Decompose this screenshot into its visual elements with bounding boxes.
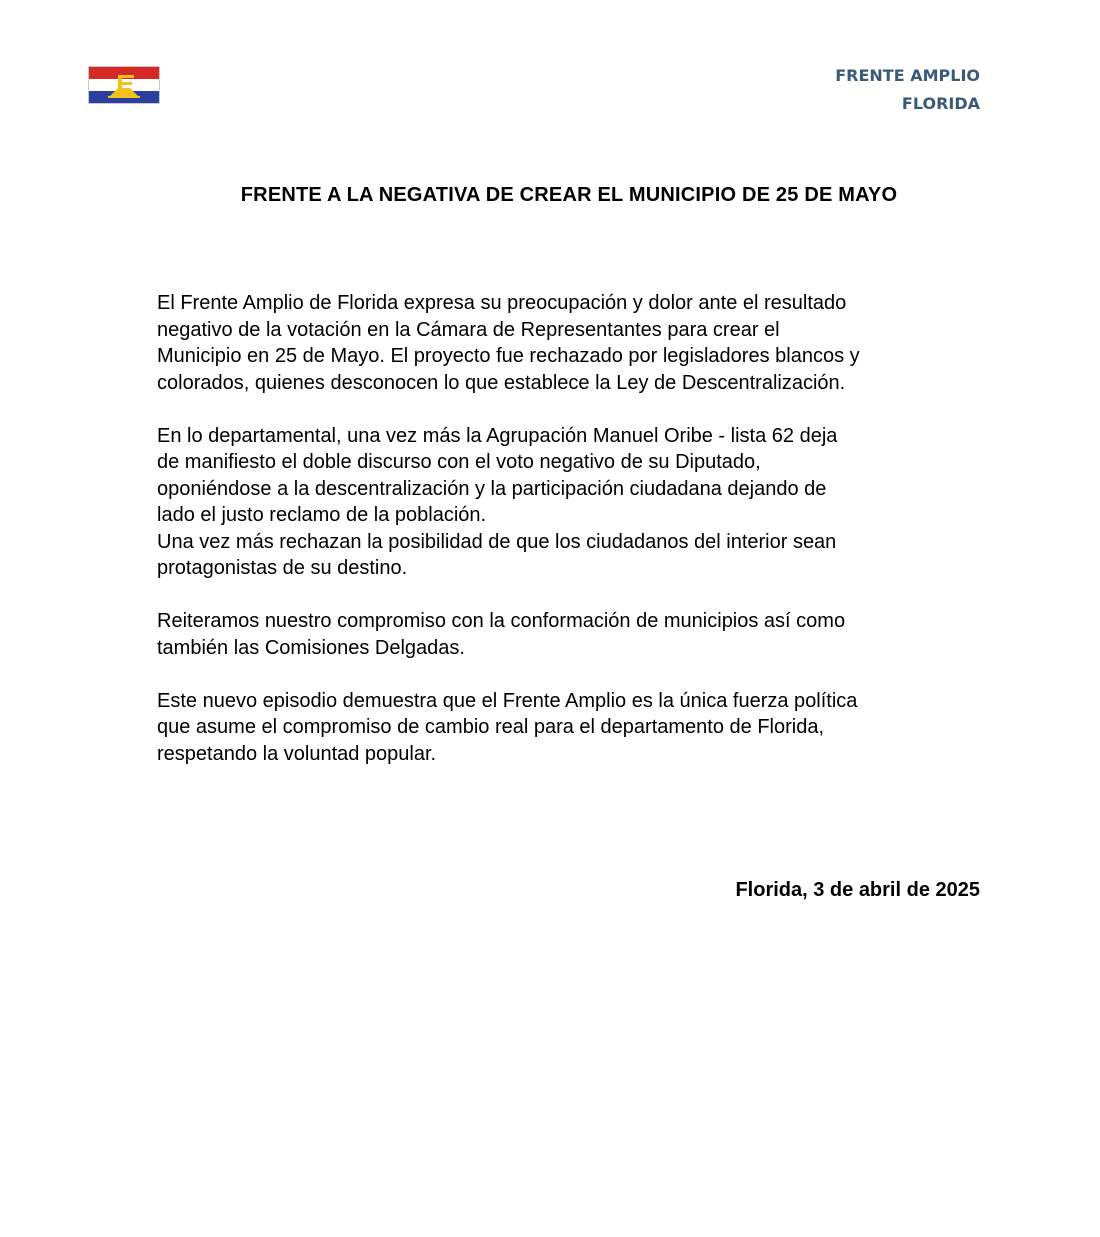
text-line: respetando la voluntad popular. bbox=[157, 742, 437, 765]
document-title: FRENTE A LA NEGATIVA DE CREAR EL MUNICIPIO DE 25 DE MAYO bbox=[240, 184, 898, 206]
text-line: El Frente Amplio de Florida expresa su preocupación y dolor ante el resultado bbox=[157, 292, 847, 314]
text-line: oponiéndose a la descentralización y la participación ciudadana dejando de bbox=[157, 477, 827, 500]
paragraph-3 bbox=[157, 608, 987, 661]
text-line: también las Comisiones Delgadas. bbox=[157, 636, 465, 659]
text-line: colorados, quienes desconocen lo que establece la Ley de Descentralización. bbox=[157, 371, 846, 394]
text-line: de manifiesto el doble discurso con el voto negativo de su Diputado, bbox=[157, 451, 761, 473]
text-line: Reiteramos nuestro compromiso con la conformación de municipios así como bbox=[157, 610, 846, 632]
org-name-line2: FLORIDA bbox=[901, 94, 980, 113]
text-line: En lo departamental, una vez más la Agrupación Manuel Oribe - lista 62 deja bbox=[157, 424, 838, 447]
text-line: Este nuevo episodio demuestra que el Frente Amplio es la única fuerza política bbox=[157, 689, 858, 712]
paragraph-2 bbox=[157, 423, 987, 582]
text-line: que asume el compromiso de cambio real para el departamento de Florida, bbox=[157, 716, 825, 738]
organization-header bbox=[835, 62, 980, 118]
text-line: negativo de la votación en la Cámara de Representantes para crear el bbox=[157, 318, 780, 341]
signature-date: Florida, 3 de abril de 2025 bbox=[735, 879, 980, 901]
org-name-line1: FRENTE AMPLIO bbox=[835, 66, 980, 85]
paragraph-4 bbox=[157, 688, 987, 768]
text-line: protagonistas de su destino. bbox=[157, 557, 408, 579]
frente-amplio-logo-icon bbox=[88, 66, 160, 104]
text-line: Municipio en 25 de Mayo. El proyecto fue rechazado por legisladores blancos y bbox=[157, 345, 860, 367]
text-line: Una vez más rechazan la posibilidad de que los ciudadanos del interior sean bbox=[157, 530, 837, 553]
document-body bbox=[157, 290, 987, 794]
paragraph-1 bbox=[157, 290, 987, 396]
text-line: lado el justo reclamo de la población. bbox=[157, 504, 487, 526]
